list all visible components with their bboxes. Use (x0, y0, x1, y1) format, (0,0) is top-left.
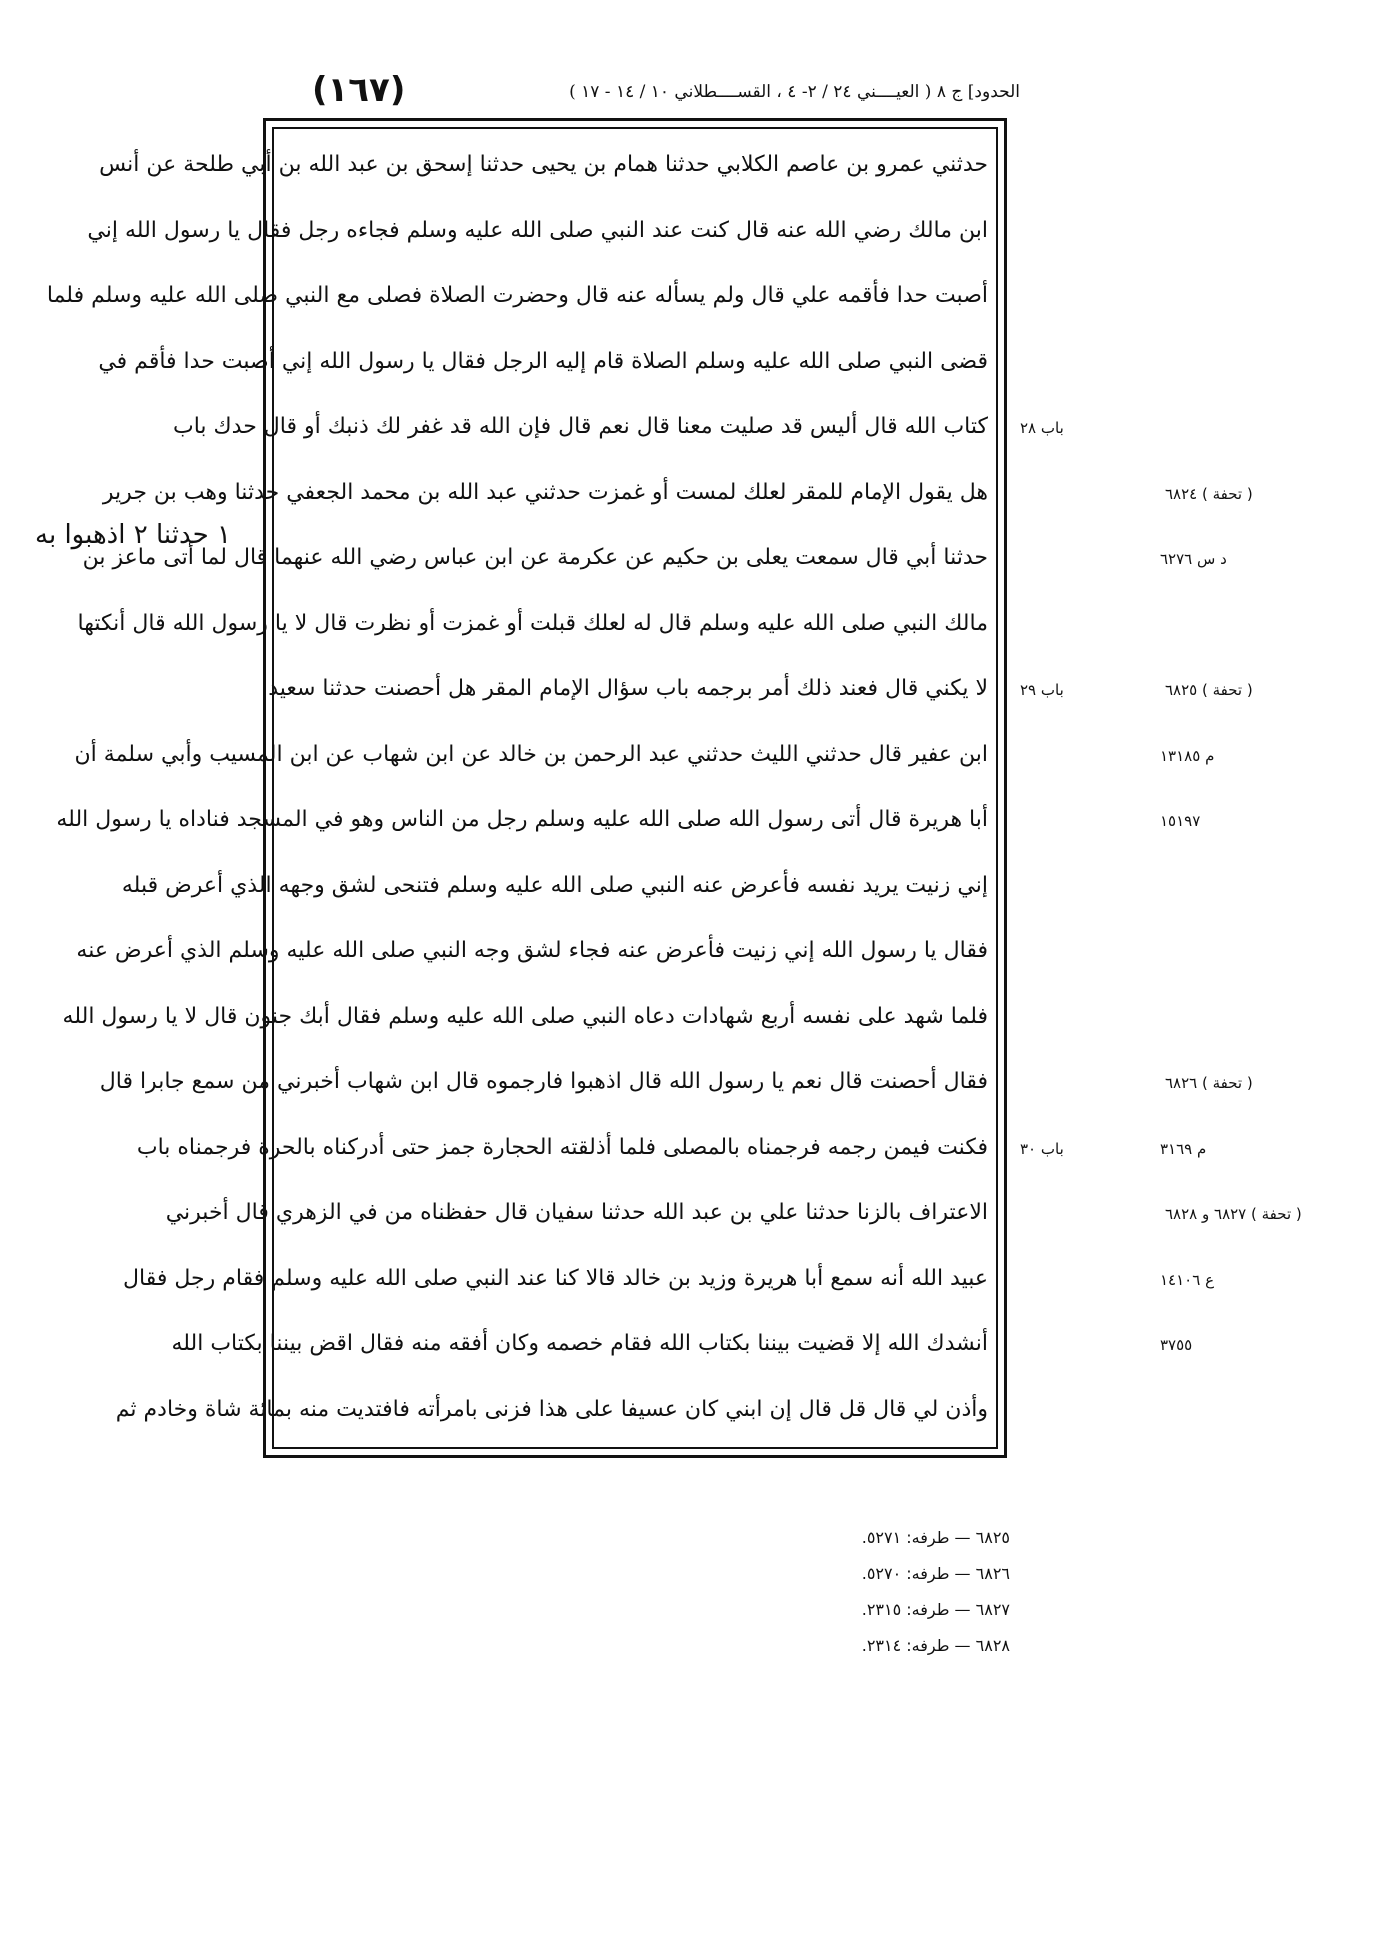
text-line: وأذن لي قال قل قال إن ابني كان عسيفا على هذا فزنى بامرأته فافتديت منه بمائة شاة وخادم ثم (115, 1396, 988, 1422)
text-line: فكنت فيمن رجمه فرجمناه بالمصلى فلما أذلقته الحجارة جمز حتى أدركناه بالحرة فرجمناه باب (136, 1134, 988, 1160)
footnotes (780, 1520, 1010, 1664)
page-header (300, 68, 1020, 118)
text-line: هل يقول الإمام للمقر لعلك لمست أو غمزت حدثني عبد الله بن محمد الجعفي حدثنا وهب بن جرير (102, 479, 988, 505)
text-line: عبيد الله أنه سمع أبا هريرة وزيد بن خالد قالا كنا عند النبي صلى الله عليه وسلم فقام رجل فقال (123, 1265, 988, 1291)
text-line: أصبت حدا فأقمه علي قال ولم يسأله عنه قال وحضرت الصلاة فصلى مع النبي صلى الله عليه وسلم فلما (46, 283, 988, 308)
reference-number: د س ٦٢٧٦ (1160, 550, 1227, 568)
reference-number: ( تحفة ) ٦٨٢٤ (1165, 484, 1253, 503)
text-line: أنشدك الله إلا قضيت بيننا بكتاب الله فقام خصمه وكان أفقه منه فقال اقض بيننا بكتاب الله (171, 1331, 988, 1356)
text-line: حدثني عمرو بن عاصم الكلابي حدثنا همام بن يحيى حدثنا إسحق بن عبد الله بن أبي طلحة عن أنس (99, 152, 988, 177)
running-title: الحدود] ج ٨ ( العيــــني ٢٤ / ٢- ٤ ، القســــطلاني ١٠ / ١٤ - ١٧ ) (569, 82, 1020, 102)
reference-number: م ١٣١٨٥ (1160, 746, 1215, 765)
reference-number: ع ١٤١٠٦ (1160, 1270, 1215, 1289)
text-line: حدثنا أبي قال سمعت يعلى بن حكيم عن عكرمة عن ابن عباس رضي الله عنهما قال لما أتى ماعز بن (82, 545, 988, 570)
text-line: كتاب الله قال أليس قد صليت معنا قال نعم قال فإن الله قد غفر لك ذنبك أو قال حدك باب (173, 414, 988, 439)
chapter-marker: باب ٢٩ (1020, 681, 1064, 699)
reference-number: ٣٧٥٥ (1160, 1336, 1193, 1354)
chapter-marker: باب ٢٨ (1020, 419, 1064, 437)
reference-number: م ٣١٦٩ (1160, 1139, 1207, 1158)
footnote-line: ٦٨٢٥ — طرفه: ٥٢٧١. (861, 1528, 1010, 1547)
text-line: لا يكني قال فعند ذلك أمر برجمه باب سؤال الإمام المقر هل أحصنت حدثنا سعيد (268, 676, 988, 701)
footnote-line: ٦٨٢٦ — طرفه: ٥٢٧٠. (861, 1564, 1010, 1583)
text-line: ابن مالك رضي الله عنه قال كنت عند النبي صلى الله عليه وسلم فجاءه رجل فقال يا رسول الله إني (87, 217, 988, 243)
footnote-line: ٦٨٢٧ — طرفه: ٢٣١٥. (861, 1600, 1010, 1619)
text-line: إني زنيت يريد نفسه فأعرض عنه النبي صلى الله عليه وسلم فتنحى لشق وجهه الذي أعرض قبله (121, 872, 988, 898)
reference-number: ( تحفة ) ٦٨٢٦ (1165, 1074, 1253, 1092)
text-line: الاعتراف بالزنا حدثنا علي بن عبد الله حدثنا سفيان قال حفظناه من في الزهري قال أخبرني (165, 1200, 988, 1225)
text-line: أبا هريرة قال أتى رسول الله صلى الله عليه وسلم رجل من الناس وهو في المسجد فناداه يا رسول الله (56, 807, 988, 832)
page-number: (١٦٧) (312, 70, 406, 110)
text-line: ابن عفير قال حدثني الليث حدثني عبد الرحمن بن خالد عن ابن شهاب عن ابن المسيب وأبي سلمة أن (74, 741, 988, 767)
text-line: مالك النبي صلى الله عليه وسلم قال له لعلك قبلت أو غمزت أو نظرت قال لا يا رسول الله قال أنكتها (77, 610, 988, 636)
text-line: فقال يا رسول الله إني زنيت فأعرض عنه فجاء لشق وجه النبي صلى الله عليه وسلم الذي أعرض عنه (76, 938, 988, 963)
text-line: فقال أحصنت قال نعم يا رسول الله قال اذهبوا فارجموه قال ابن شهاب أخبرني من سمع جابرا قال (99, 1069, 988, 1094)
chapter-marker: باب ٣٠ (1020, 1139, 1064, 1158)
side-note: ١ حدثنا ٢ اذهبوا به (35, 520, 231, 550)
text-line: فلما شهد على نفسه أربع شهادات دعاه النبي صلى الله عليه وسلم فقال أبك جنون قال لا يا رسول الله (62, 1003, 988, 1029)
reference-number: ( تحفة ) ٦٨٢٧ و ٦٨٢٨ (1165, 1205, 1302, 1223)
text-line: قضى النبي صلى الله عليه وسلم الصلاة قام إليه الرجل فقال يا رسول الله إني أصبت حدا فأقم في (98, 348, 988, 374)
reference-number: ١٥١٩٧ (1160, 812, 1201, 830)
reference-number: ( تحفة ) ٦٨٢٥ (1165, 681, 1253, 699)
footnote-line: ٦٨٢٨ — طرفه: ٢٣١٤. (861, 1636, 1010, 1655)
